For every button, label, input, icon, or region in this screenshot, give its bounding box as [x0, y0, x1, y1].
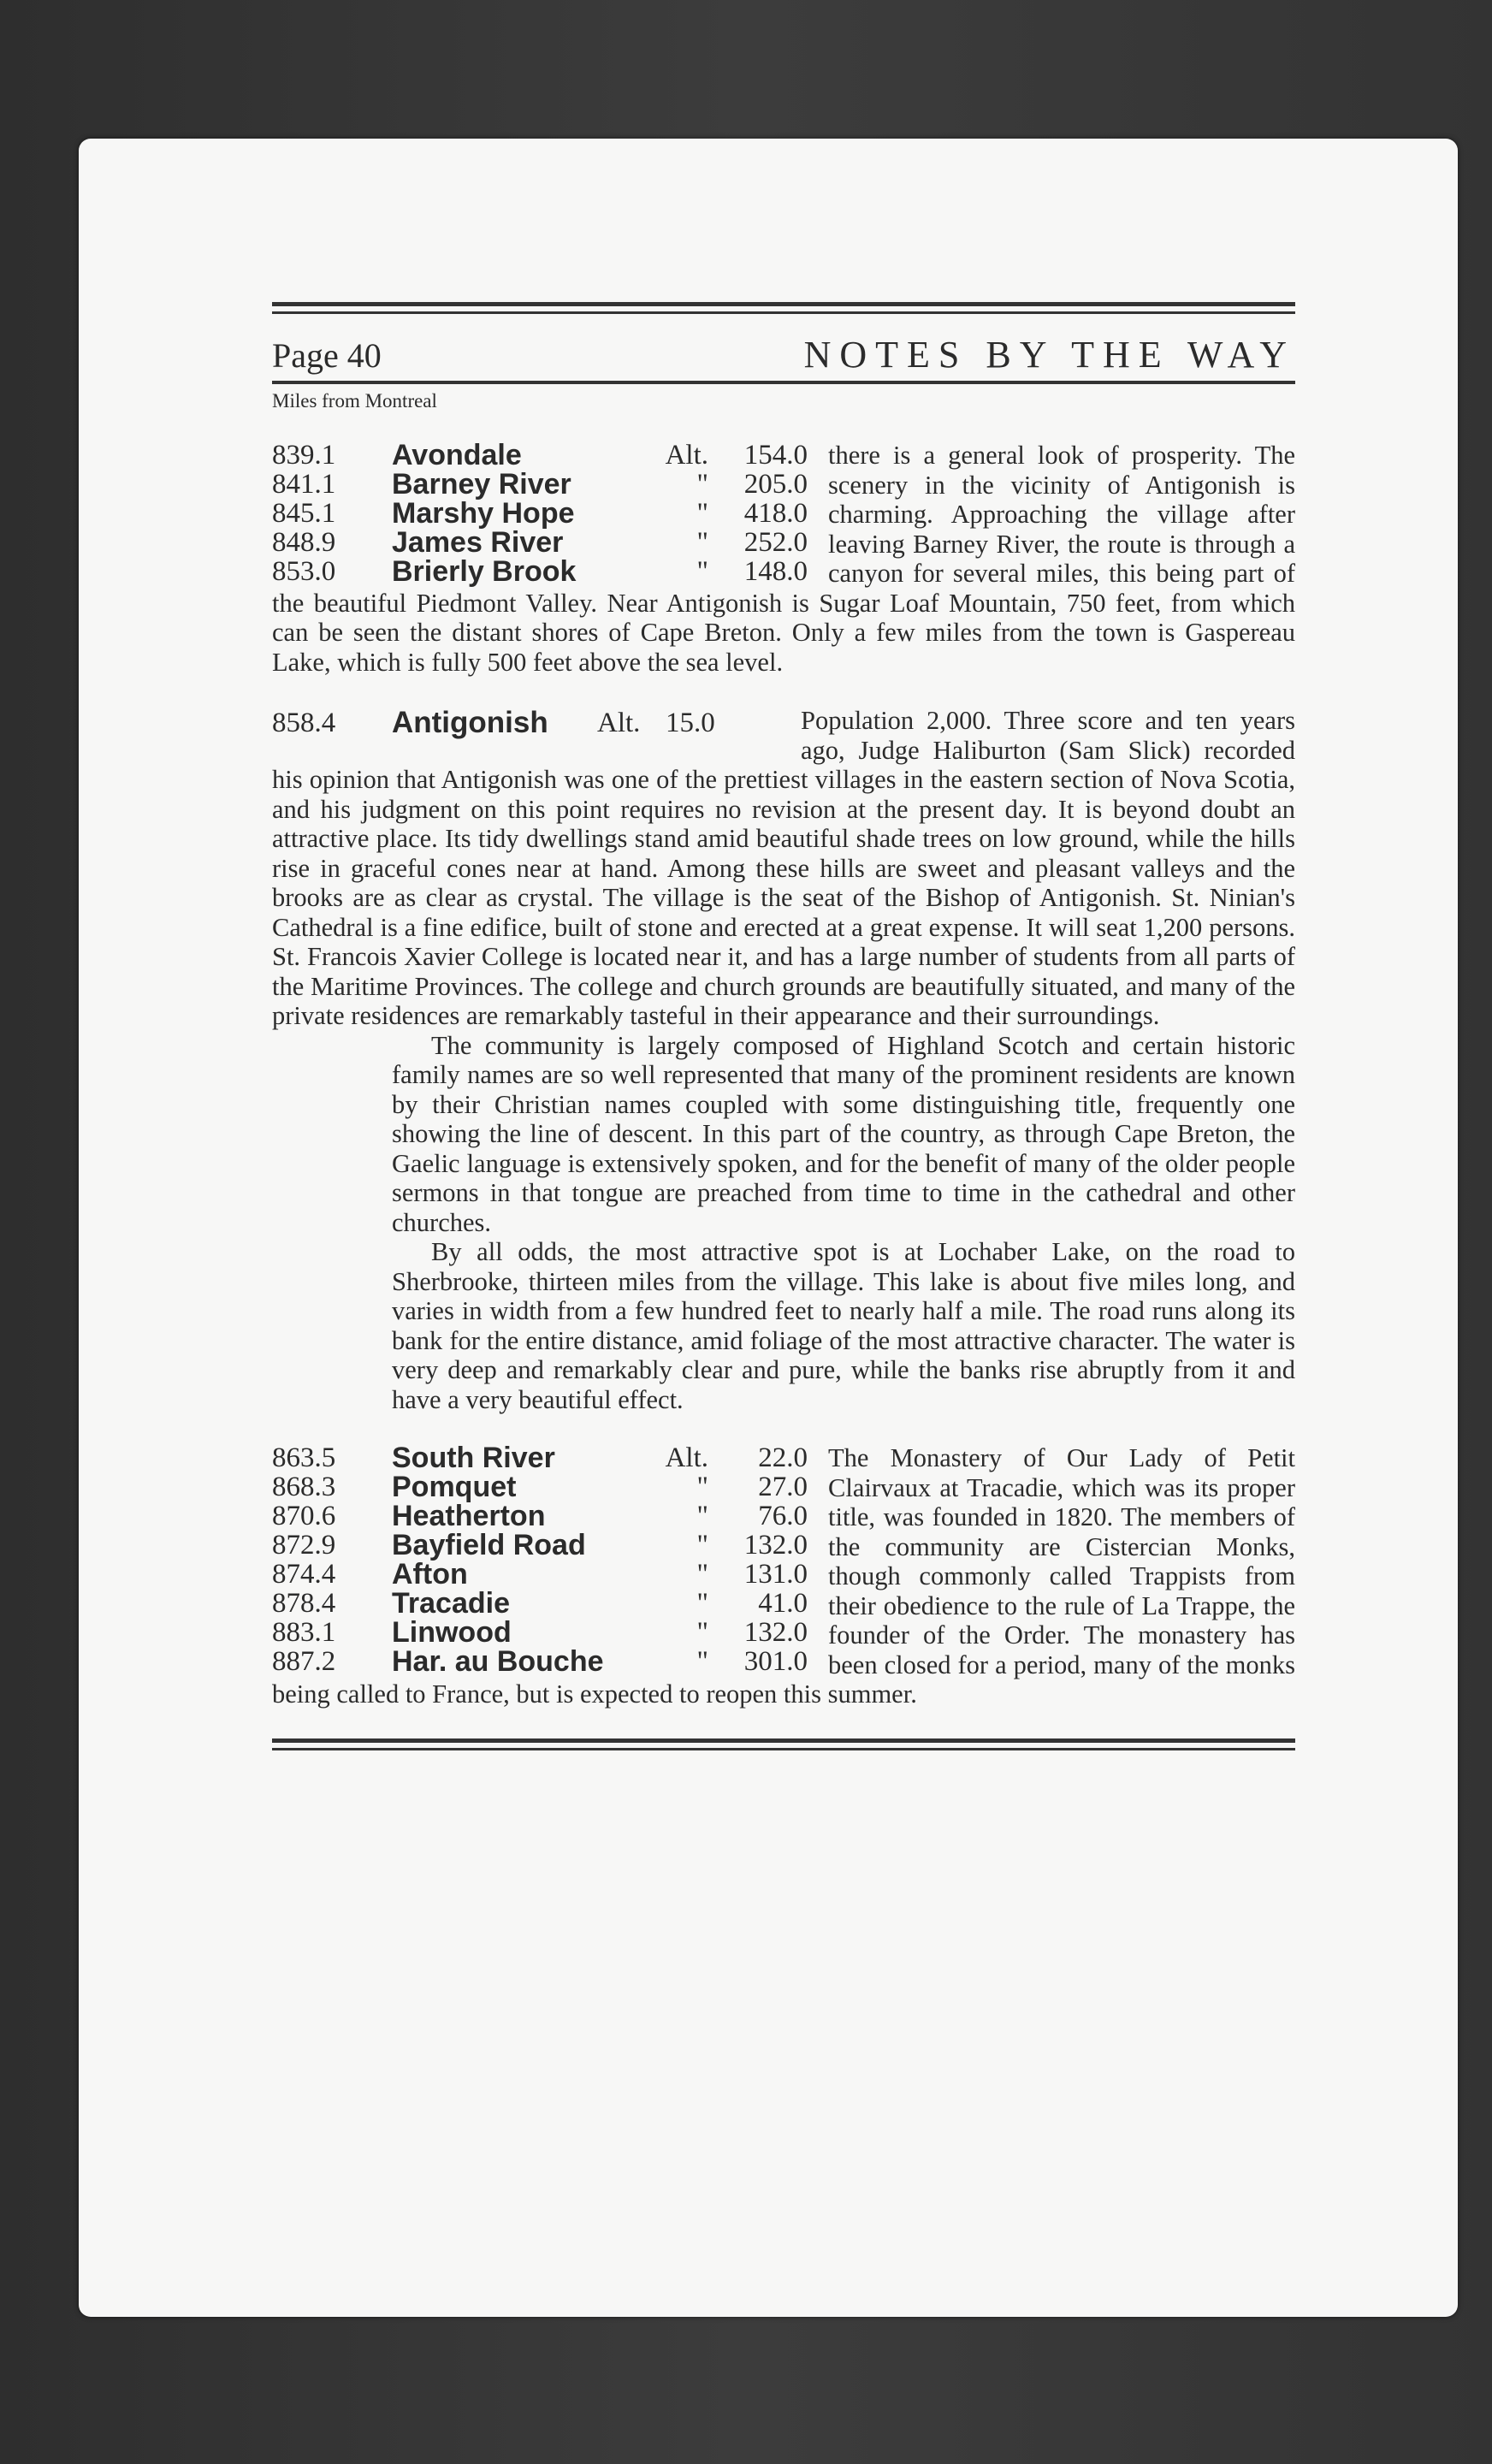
- station-name: Avondale: [392, 438, 522, 471]
- altitude-label: ": [696, 526, 708, 558]
- section-south-river-har-au-bouche: [272, 1443, 1295, 1709]
- station-entry: [272, 1528, 813, 1561]
- altitude-label: ": [696, 1558, 708, 1590]
- station-altitude: 154.0: [743, 439, 808, 471]
- station-altitude: 132.0: [743, 1616, 808, 1648]
- header-rule: [272, 381, 1295, 384]
- station-list: [272, 438, 813, 588]
- station-name: Pomquet: [392, 1470, 517, 1503]
- station-name: Heatherton: [392, 1499, 546, 1532]
- station-name: Barney River: [392, 467, 571, 500]
- station-mileage: 853.0: [272, 555, 336, 587]
- station-mileage: 874.4: [272, 1558, 336, 1590]
- altitude-label: Alt.: [665, 1442, 708, 1473]
- altitude-label: ": [696, 1587, 708, 1619]
- section-text: there is a general look of prosperity. The scenery in the vicinity of Antigonish is charming. Approaching the village after leaving Barney River, the route is through a canyon for several miles, this being part of the beautiful Piedmont Valley. Near Antigonish is Sugar Loaf Mountain, 750 feet, from which can be seen the distant shores of Cape Breton. Only a few miles from the town is Gaspereau Lake, which is fully 500 feet above the sea level.: [272, 441, 1295, 677]
- station-altitude: 252.0: [743, 526, 808, 558]
- miles-column-label: Miles from Montreal: [272, 390, 437, 412]
- station-altitude: 76.0: [758, 1500, 808, 1531]
- station-list: [272, 1443, 813, 1676]
- station-name: Har. au Bouche: [392, 1644, 604, 1678]
- station-altitude: 27.0: [758, 1471, 808, 1502]
- station-mileage: 839.1: [272, 439, 336, 471]
- station-altitude: 131.0: [743, 1558, 808, 1590]
- station-name: Bayfield Road: [392, 1528, 586, 1561]
- station-altitude: 418.0: [743, 497, 808, 529]
- station-mileage: 872.9: [272, 1529, 336, 1561]
- section-text: The Monastery of Our Lady of Petit Clairvaux at Tracadie, which was its proper title, was founded in 1820. The members of the community are Cistercian Monks, though commonly called Trappists from their obedience to the rule of La Trappe, the founder of the Order. The monastery has been closed for a period, many of the monks being called to France, but is expected to reopen this summer.: [272, 1443, 1295, 1709]
- station-mileage: 841.1: [272, 468, 336, 500]
- section-body: [392, 1031, 1295, 1415]
- station-altitude: 41.0: [758, 1587, 808, 1619]
- station-entry: [272, 1443, 813, 1472]
- section-antigonish: [272, 706, 1295, 1414]
- station-entry: [272, 1499, 813, 1532]
- station-entry: [272, 525, 813, 559]
- altitude-label: ": [696, 1500, 708, 1531]
- station-mileage: 848.9: [272, 526, 336, 558]
- station-mileage: 887.2: [272, 1645, 336, 1677]
- station-entry: [272, 554, 813, 588]
- station-mileage: 883.1: [272, 1616, 336, 1648]
- station-entry: [272, 1586, 813, 1620]
- station-name: Marshy Hope: [392, 496, 575, 530]
- altitude-label: ": [696, 1616, 708, 1648]
- altitude-label: ": [696, 1645, 708, 1677]
- altitude-label: ": [696, 555, 708, 587]
- altitude-label: Alt.: [597, 707, 641, 738]
- station-altitude: 205.0: [743, 468, 808, 500]
- station-entry: [272, 467, 813, 500]
- station-entry: [272, 1557, 813, 1590]
- station-altitude: 148.0: [743, 555, 808, 587]
- altitude-label: Alt.: [665, 439, 708, 471]
- section-avondale-brierly: [272, 438, 1295, 677]
- station-name: James River: [392, 525, 564, 559]
- station-altitude: 22.0: [758, 1442, 808, 1473]
- station-name: Tracadie: [392, 1586, 510, 1620]
- altitude-label: ": [696, 468, 708, 500]
- station-entry: [272, 1644, 813, 1678]
- paragraph: By all odds, the most attractive spot is at Lochaber Lake, on the road to Sherbrooke, thirteen miles from the village. This lake is about five miles long, and varies in width from a few hundred feet to nearly half a mile. The road runs along its bank for the entire distance, amid foliage of the most attractive character. The water is very deep and remarkably clear and pure, while the banks rise abruptly from it and have a very beautiful effect.: [392, 1237, 1295, 1414]
- page-number: Page 40: [272, 336, 382, 375]
- altitude-label: ": [696, 1529, 708, 1561]
- station-entry: [272, 1615, 813, 1649]
- station-entry: [272, 1472, 813, 1502]
- altitude-label: ": [696, 497, 708, 529]
- station-altitude: 132.0: [743, 1529, 808, 1561]
- station-name: Afton: [392, 1557, 468, 1590]
- station-altitude: 301.0: [743, 1645, 808, 1677]
- bottom-double-rule: [272, 1738, 1295, 1754]
- station-altitude: 15.0: [666, 707, 715, 738]
- page-content: [272, 302, 1295, 1754]
- running-title: NOTES BY THE WAY: [803, 334, 1295, 376]
- station-entry: [272, 706, 785, 740]
- station-mileage: 858.4: [272, 707, 336, 738]
- station-mileage: 878.4: [272, 1587, 336, 1619]
- station-mileage: 863.5: [272, 1442, 336, 1473]
- paragraph: Population 2,000. Three score and ten years ago, Judge Haliburton (Sam Slick) recorded his opinion that Antigonish was one of the prettiest villages in the eastern section of Nova Scotia, and his judgment on this point requires no revision at the present day. It is beyond doubt an attractive place. Its tidy dwellings stand amid beautiful shade trees on low ground, while the hills rise in graceful cones near at hand. Among these hills are sweet and pleasant valleys and the brooks are as clear as crystal. The village is the seat of the Bishop of Antigonish. St. Ninian's Cathedral is a fine edifice, built of stone and erected at a great expense. It will seat 1,200 persons. St. Francois Xavier College is located near it, and has a large number of students from all parts of the Maritime Provinces. The college and church grounds are beautifully situated, and many of the private residences are remarkably tasteful in their appearance and their surroundings.: [272, 706, 1295, 1030]
- station-entry: [272, 496, 813, 530]
- station-name: South River: [392, 1441, 555, 1474]
- station-name: Brierly Brook: [392, 554, 577, 588]
- station-name: Linwood: [392, 1615, 512, 1649]
- paragraph: The community is largely composed of Highland Scotch and certain historic family names are so well represented that many of the prominent residents are known by their Christian names coupled with some distinguishing title, frequently one showing the line of descent. In this part of the country, as through Cape Breton, the Gaelic language is extensively spoken, and for the benefit of many of the older people sermons in that tongue are preached from time to time in the cathedral and other churches.: [392, 1030, 1295, 1237]
- top-double-rule: [272, 302, 1295, 317]
- station-mileage: 845.1: [272, 497, 336, 529]
- page-header: [272, 333, 1295, 377]
- station-name: Antigonish: [392, 706, 548, 739]
- station-mileage: 868.3: [272, 1471, 336, 1502]
- station-mileage: 870.6: [272, 1500, 336, 1531]
- station-entry: [272, 438, 813, 471]
- altitude-label: ": [696, 1471, 708, 1502]
